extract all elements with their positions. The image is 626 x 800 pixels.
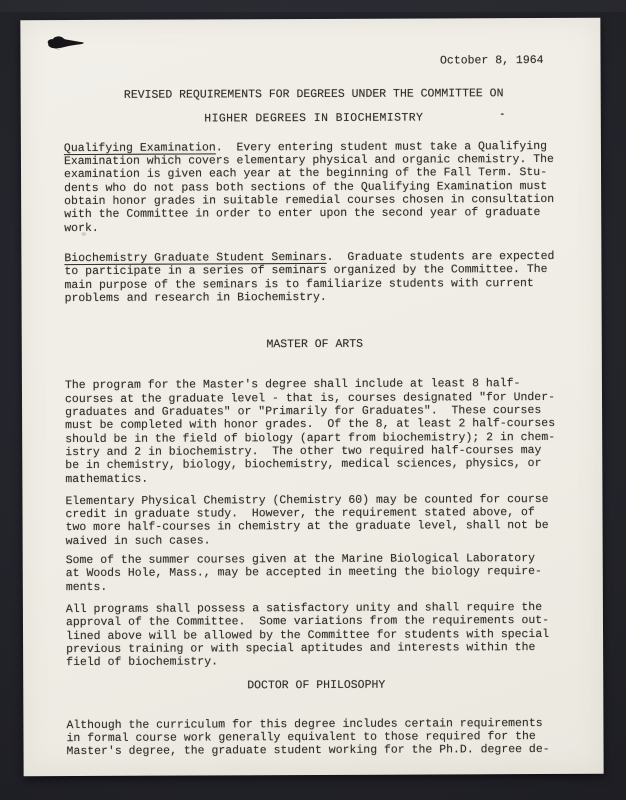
qualifying-examination-lead: Qualifying Examination — [63, 141, 216, 155]
paragraph-graduate-seminars — [64, 250, 564, 305]
document-content — [20, 18, 603, 777]
qualifying-examination-text: . Every entering student must take a Qualifying Examination which covers elementary physical and organic chemistry. The examination is given each year at the beginning of the Fall Term. Stu- dents who do not pass both sections of the Qualifying Examination must obtain honor grades in suitable remedial courses chosen in consultation with the Committee in order to enter upon the second year of graduate work. — [63, 139, 555, 235]
graduate-seminars-lead: Biochemistry Graduate Student Seminars — [64, 250, 327, 266]
paragraph-qualifying-examination — [64, 140, 564, 235]
paragraph-chemistry-60: Elementary Physical Chemistry (Chemistry 60) may be counted for course credit in graduate study. However, the requirement stated above, of two more half-courses in chemistry at the graduate level, shall not be waived in such cases. — [65, 492, 549, 548]
paragraph-phd-intro: Although the curriculum for this degree includes certain requirements in formal course work generally equivalent to those required for the Master's degree, the graduate student working for the Ph.D. degree de- — [66, 716, 550, 759]
paragraph-program-unity: All programs shall possess a satisfactory unity and shall require the approval of the Committee. Some variations from the requirements out- lined above will be allowed by the Committee for students with special previous training or with special aptitudes and interests within the field of biochemistry. — [65, 600, 550, 670]
section-heading-master-of-arts: MASTER OF ARTS — [266, 337, 364, 352]
paragraph-master-program: The program for the Master's degree shall include at least 8 half- courses at the graduate level - that is, courses designated "for Under- graduates and Graduates" or "Primarily for Graduates". These courses must be completed with honor grades. Of the 8, at least 2 half-courses should be in the field of biology (apart from biochemistry); 2 in chem- istry and 2 in biochemistry. The other two required half-courses may be in chemistry, biology, biochemistry, medical sciences, physics, or mathematics. — [64, 377, 556, 486]
document-page — [20, 18, 603, 777]
section-heading-doctor-of-philosophy: DOCTOR OF PHILOSOPHY — [247, 679, 386, 693]
document-title-line-2: HIGHER DEGREES IN BIOCHEMISTRY — [204, 111, 424, 126]
paragraph-woods-hole: Some of the summer courses given at the Marine Biological Laboratory at Woods Hole, Mass., may be accepted in meeting the biology require- ments. — [65, 552, 542, 594]
document-title-line-1: REVISED REQUIREMENTS FOR DEGREES UNDER THE COMMITTEE ON — [123, 87, 504, 103]
document-date: October 8, 1964 — [439, 53, 544, 68]
graduate-seminars-text: . Graduate students are expected to participate in a series of seminars organized by the Committee. The main purpose of the seminars is to familiarize students with current problems and research in Biochemistry. — [64, 249, 555, 305]
